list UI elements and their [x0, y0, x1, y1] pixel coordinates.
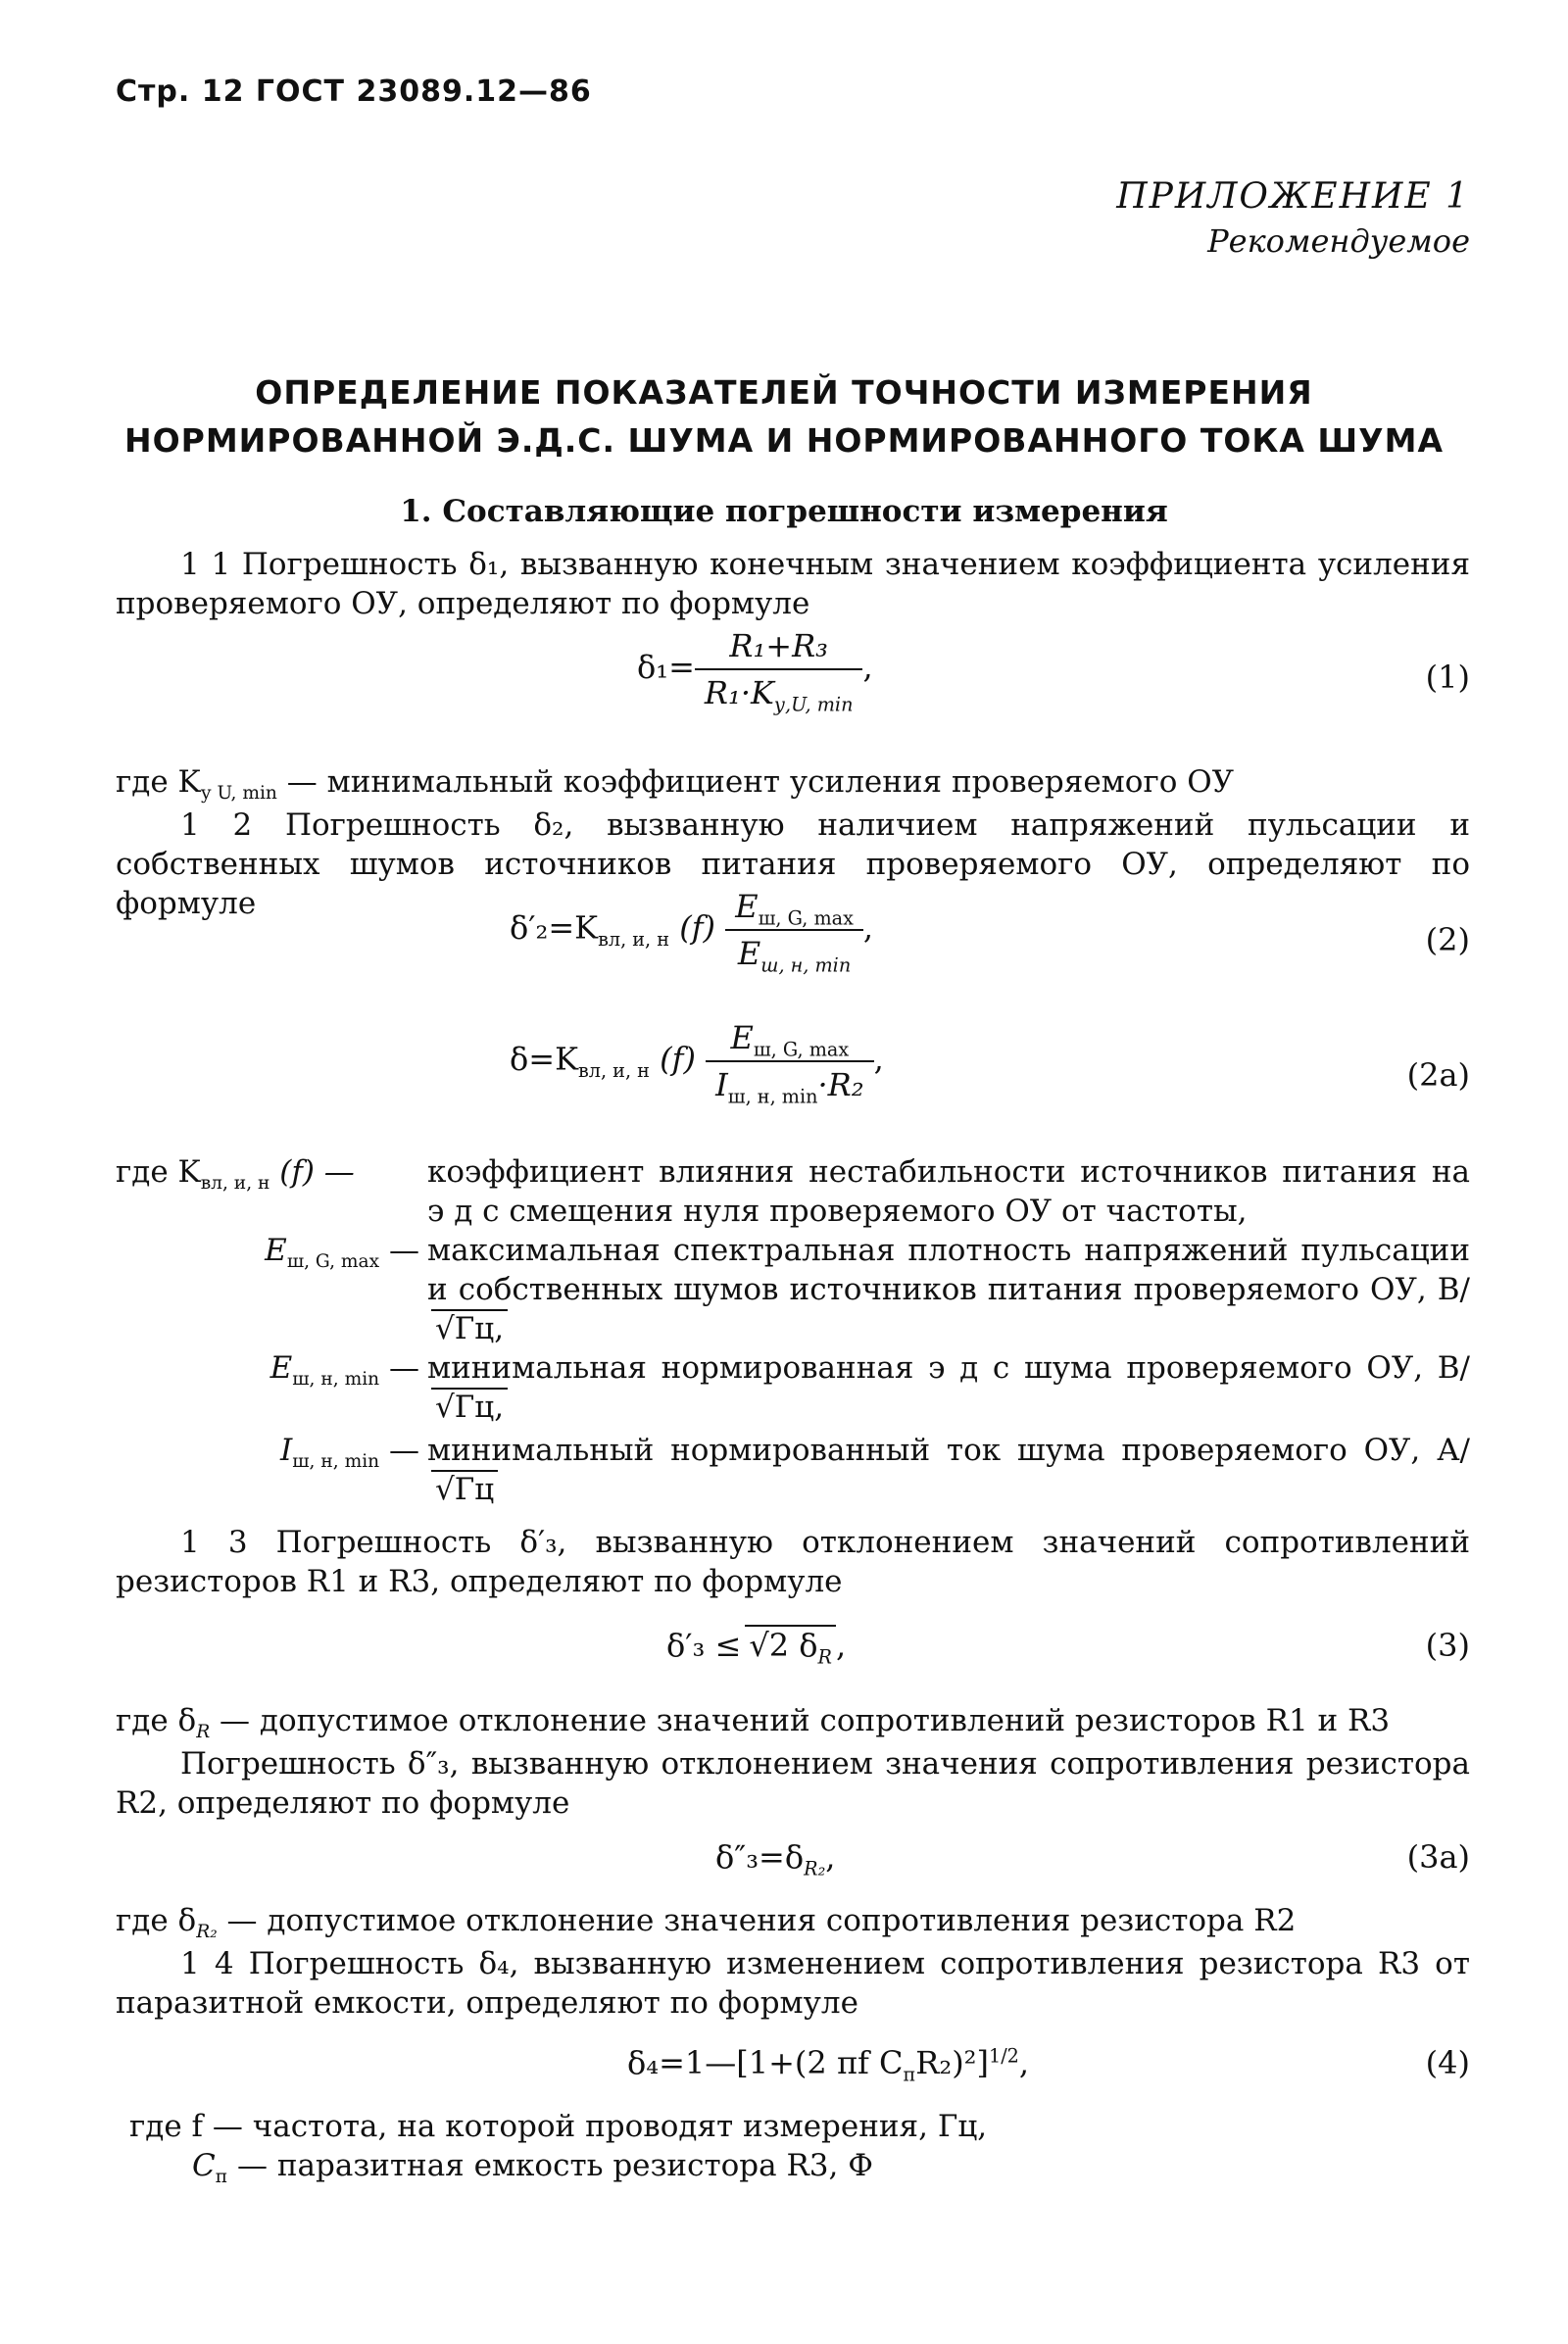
- fraction: $\frac{E_{ш, G, max}}{E_{ш, н, min}}$: [725, 888, 863, 972]
- where-clause-3a: где $\delta_{R_2}$ — допустимое отклонение значения сопротивления резистора R2: [116, 1903, 1297, 1943]
- document-title: [0, 368, 1568, 464]
- equation-number-2a: (2a): [1406, 1056, 1470, 1094]
- page-header: Стр. 12 ГОСТ 23089.12—86: [116, 74, 592, 109]
- where-clause-4a: где f — частота, на которой проводят измерения, Гц,: [129, 2109, 988, 2144]
- appendix-block: [1116, 176, 1470, 260]
- paragraph-1-3b: Погрешность δ″₃, вызванную отклонением значения сопротивления резистора R2, определяют по формуле: [116, 1746, 1470, 1821]
- sqrt-sign: √Гц: [431, 1470, 498, 1507]
- formula-1: δ₁= $\frac{\text{R₁+R₃}}{R_1\cdot K_{у,U, min}}$ ,: [637, 627, 873, 716]
- title-line-2: НОРМИРОВАННОЙ Э.Д.С. ШУМА И НОРМИРОВАННОГО ТОКА ШУМА: [123, 421, 1444, 460]
- paragraph-1-2: 1 2 Погрешность δ₂, вызванную наличием напряжений пульсации и собственных шумов источников питания проверяемого ОУ, определяют по формуле: [116, 807, 1470, 921]
- paragraph-1-1: 1 1 Погрешность δ₁, вызванную конечным значением коэффициента усиления проверяемого ОУ, определяют по формуле: [116, 547, 1470, 621]
- paragraph-1-3: 1 3 Погрешность δ′₃, вызванную отклонением значений сопротивлений резисторов R1 и R3, определяют по формуле: [116, 1525, 1470, 1599]
- sqrt-sign: √Гц,: [431, 1309, 508, 1346]
- where-clause-3: где $\delta_R$ — допустимое отклонение значений сопротивлений резисторов R1 и R3: [116, 1703, 1391, 1743]
- sqrt-sign: √Гц,: [431, 1388, 508, 1425]
- fraction: $\frac{E_{ш, G, max}}{I_{ш, н, min}\cdot R_2}$: [706, 1019, 873, 1103]
- equation-number-3: (3): [1425, 1627, 1470, 1664]
- appendix-subtitle: Рекомендуемое: [1207, 222, 1470, 260]
- equation-number-1: (1): [1425, 659, 1470, 696]
- equation-number-2: (2): [1425, 921, 1470, 958]
- formula-2: $\delta'_2=K_{вл, и, н}$ (f) $\frac{E_{ш, G, max}}{E_{ш, н, min}}$ ,: [510, 888, 874, 977]
- equation-number-4: (4): [1425, 2044, 1470, 2081]
- section-heading: 1. Составляющие погрешности измерения: [400, 494, 1168, 529]
- formula-4: δ₄=1—[1+(2 πf $C_пR_2)^2]^{1/2}$,: [627, 2044, 1030, 2086]
- sqrt-sign: √2 $\delta_R$: [745, 1625, 836, 1664]
- formula-3: δ′₃ ≤ √2 $\delta_R$ ,: [666, 1627, 847, 1669]
- formula-3a: $\delta''_3=\delta_{R_2}$,: [715, 1838, 836, 1880]
- appendix-title: ПРИЛОЖЕНИЕ 1: [1116, 176, 1470, 217]
- where-clause-1: где $K_{у U, min}$ — минимальный коэффициент усиления проверяемого ОУ: [116, 764, 1235, 805]
- formula-2a: $\delta=K_{вл, и, н}$ (f) $\frac{E_{ш, G, max}}{I_{ш, н, min}\cdot R_2}$ ,: [510, 1019, 884, 1108]
- equation-number-3a: (3a): [1406, 1838, 1470, 1876]
- title-line-1: ОПРЕДЕЛЕНИЕ ПОКАЗАТЕЛЕЙ ТОЧНОСТИ ИЗМЕРЕНИЯ: [255, 373, 1313, 412]
- where-clause-4b: $C_п$ — паразитная емкость резистора R3, Ф: [192, 2148, 873, 2188]
- fraction: $\frac{\text{R₁+R₃}}{R_1\cdot K_{у,U, min}}$: [695, 627, 863, 711]
- paragraph-1-4: 1 4 Погрешность δ₄, вызванную изменением сопротивления резистора R3 от паразитной емкости, определяют по формуле: [116, 1946, 1470, 2021]
